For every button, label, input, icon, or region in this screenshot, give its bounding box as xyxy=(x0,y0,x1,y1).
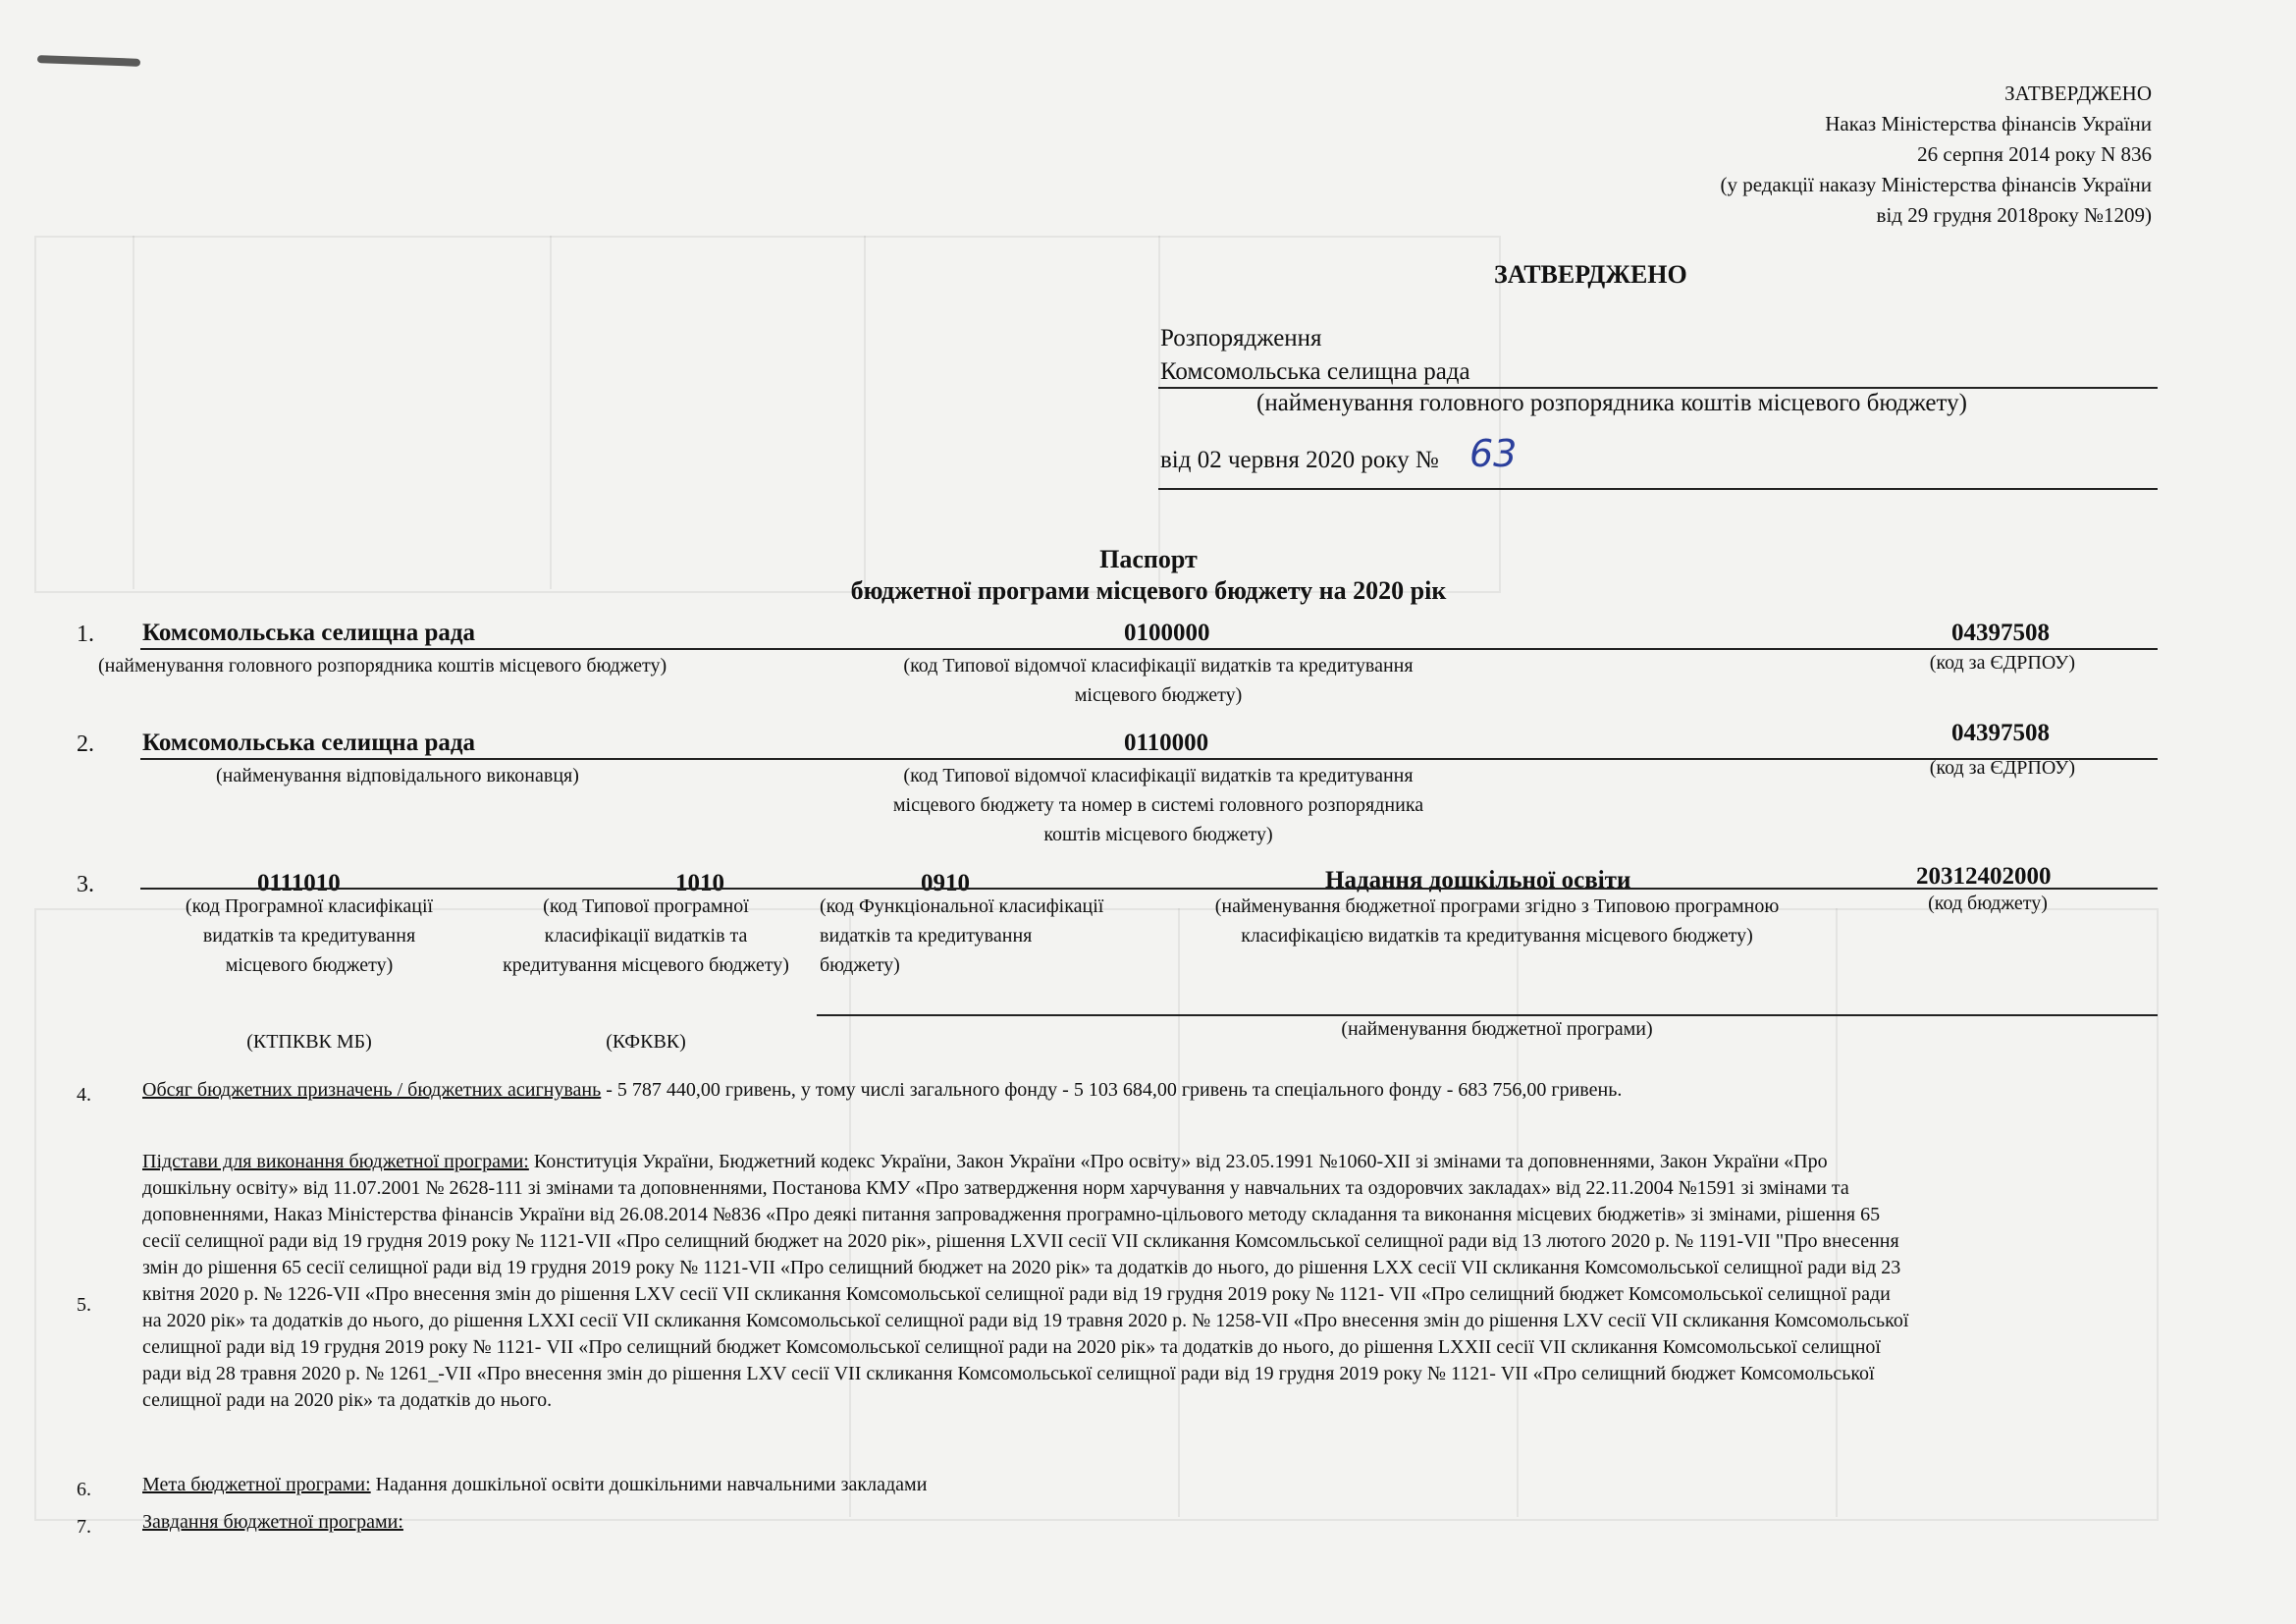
caption: (код Типової відомчої класифікації видатків та кредитування місцевого бюджету та номер в системі головного розпорядника коштів місцевого бюджету) xyxy=(892,765,1424,845)
item-number: 4. xyxy=(77,1084,91,1106)
kfkvk-code: 1010 xyxy=(675,870,724,896)
legal-basis-line: Підстави для виконання бюджетної програми: Конституція України, Бюджетний кодекс України, Закон України «Про освіту» від 23.05.1991 №1060-XII зі змінами та доповненнями, Закон України «Про xyxy=(142,1151,1828,1172)
approval-top-line: від 29 грудня 2018року №1209) xyxy=(1876,203,2152,227)
legal-basis-line: на 2020 рік» та додатків до нього, до рішення LXXI сесії VII скликання Комсомольської селищної ради від 19 травня 2020 р. № 1258-VII «Про внесення змін до рішення LXV сесії VII скликання Комсомольської xyxy=(142,1310,1909,1331)
executor-code: 0110000 xyxy=(1124,730,1209,756)
legal-basis-line: змін до рішення 65 сесії селищної ради від 19 грудня 2019 року № 1121-VII «Про селищний бюджет на 2020 рік» та додатків до нього, до рішення LXX сесії VII скликання Комсомольської селищної ради від 23 xyxy=(142,1257,1901,1278)
show-through-line xyxy=(864,236,866,589)
legal-basis-line: ради від 28 травня 2020 р. № 1261_-VII «Про внесення змін до рішення LXV сесії VII скликання Комсомольської селищної ради від 19 грудня 2019 року № 1121- VII «Про селищний бюджет Комсомольської xyxy=(142,1363,1875,1384)
program-goal-text: Надання дошкільної освіти дошкільними навчальними закладами xyxy=(370,1474,928,1495)
show-through-line xyxy=(550,236,552,589)
caption: (код Функціональної класифікації видатків та кредитування бюджету) xyxy=(820,895,1104,976)
legal-basis-line: селищної ради від 19 грудня 2019 року № 1121- VII «Про селищний бюджет Комсомольської селищної ради на 2020 рік» та додатків до нього, до рішення LXXII сесії VII скликання Комсомольської селищної xyxy=(142,1336,1881,1358)
approval-top xyxy=(1465,79,2152,231)
show-through-line xyxy=(133,236,134,589)
order-label: Розпорядження xyxy=(1160,325,1322,352)
item-number: 5. xyxy=(77,1294,91,1316)
passport-title: Паспорт xyxy=(1099,545,1198,573)
caption: (код Програмної класифікації видатків та кредитування місцевого бюджету) xyxy=(185,895,434,976)
caption: (найменування бюджетної програми згідно з Типовою програмною класифікацією видатків та кредитування місцевого бюджету) xyxy=(1214,895,1780,947)
budget-code: 20312402000 xyxy=(1916,863,2052,890)
program-goal-label: Мета бюджетної програми: xyxy=(142,1474,371,1495)
executor-name: Комсомольська селищна рада xyxy=(142,730,476,756)
approval-top-line: (у редакції наказу Міністерства фінансів України xyxy=(1720,173,2152,196)
program-name: Надання дошкільної освіти xyxy=(1325,867,1631,893)
item-number: 1. xyxy=(77,622,94,647)
budget-amount-text: - 5 787 440,00 гривень, у тому числі загального фонду - 5 103 684,00 гривень та спеціального фонду - 683 756,00 гривень. xyxy=(601,1079,1623,1101)
caption: (код бюджету) xyxy=(1928,893,2048,914)
legal-basis-line: доповненнями, Наказ Міністерства фінансів України від 26.08.2014 №836 «Про деякі питання запровадження програмно-цільового методу складання та виконання місцевих бюджетів» зі змінами, рішення 65 xyxy=(142,1204,1881,1225)
legal-basis-paragraph xyxy=(142,1149,2164,1414)
legal-basis-line: селищної ради на 2020 рік» та додатків до нього. xyxy=(142,1389,553,1411)
approval-main-title: ЗАТВЕРДЖЕНО xyxy=(1494,260,1687,289)
caption: (КФКВК) xyxy=(606,1031,686,1053)
underline xyxy=(140,888,2158,890)
caption: (найменування головного розпорядника коштів місцевого бюджету) xyxy=(98,655,667,677)
kfk-code: 0910 xyxy=(921,870,970,896)
caption: (код Типової програмної класифікації видатків та кредитування місцевого бюджету) xyxy=(503,895,789,976)
show-through-line xyxy=(1158,236,1160,589)
underline xyxy=(1158,488,2158,490)
staple-mark xyxy=(37,55,140,67)
caption: (КТПКВК МБ) xyxy=(246,1031,372,1053)
approving-org-caption: (найменування головного розпорядника коштів місцевого бюджету) xyxy=(1256,390,1967,416)
order-date: від 02 червня 2020 року № xyxy=(1160,447,1439,473)
main-manager-edrpou: 04397508 xyxy=(1951,620,2050,646)
legal-basis-line: сесії селищної ради від 19 грудня 2019 року № 1121-VII «Про селищний бюджет на 2020 рік», рішення LXVII сесії VII скликання Комсомльської селищної ради від 13 лютого 2020 р. № 1191-VII "Про внесення xyxy=(142,1230,1899,1252)
legal-basis-label: Підстави для виконання бюджетної програми: xyxy=(142,1151,529,1172)
passport-subtitle: бюджетної програми місцевого бюджету на 2020 рік xyxy=(850,576,1447,605)
budget-amount-paragraph xyxy=(142,1075,2155,1105)
caption: (найменування відповідального виконавця) xyxy=(216,765,579,786)
ktpkvk-code: 0111010 xyxy=(257,870,341,896)
legal-basis-line: квітня 2020 р. № 1226-VII «Про внесення змін до рішення LXV сесії VII скликання Комсомольської селищної ради від 19 грудня 2019 року № 1121- VII «Про селищний бюджет Комсомольської селищної ради xyxy=(142,1283,1891,1305)
caption: (код за ЄДРПОУ) xyxy=(1929,757,2075,779)
main-manager-code: 0100000 xyxy=(1124,620,1210,646)
item-number: 2. xyxy=(77,731,94,757)
caption: (найменування бюджетної програми) xyxy=(1341,1018,1653,1040)
item-number: 3. xyxy=(77,872,94,897)
legal-basis-line: дошкільну освіту» від 11.07.2001 № 2628-111 зі змінами та доповненнями, Постанова КМУ «Про затвердження норм харчування у навчальних та оздоровчих закладах» від 22.11.2004 №1591 зі змінами та xyxy=(142,1177,1849,1199)
program-tasks-label: Завдання бюджетної програми: xyxy=(142,1511,403,1533)
approval-top-line: 26 серпня 2014 року N 836 xyxy=(1917,142,2152,166)
item-number: 6. xyxy=(77,1479,91,1500)
executor-edrpou: 04397508 xyxy=(1951,720,2050,746)
budget-amount-label: Обсяг бюджетних призначень / бюджетних асигнувань xyxy=(142,1079,602,1101)
caption: (код Типової відомчої класифікації видатків та кредитування місцевого бюджету) xyxy=(903,655,1414,706)
approval-top-title: ЗАТВЕРДЖЕНО xyxy=(2004,81,2152,105)
approval-top-line: Наказ Міністерства фінансів України xyxy=(1825,112,2152,135)
main-manager-name: Комсомольська селищна рада xyxy=(142,620,476,646)
approving-org-name: Комсомольська селищна рада xyxy=(1160,358,1470,385)
program-goal xyxy=(142,1470,2155,1499)
handwritten-order-number: 63 xyxy=(1469,432,1518,475)
item-number: 7. xyxy=(77,1516,91,1538)
caption: (код за ЄДРПОУ) xyxy=(1929,652,2075,674)
